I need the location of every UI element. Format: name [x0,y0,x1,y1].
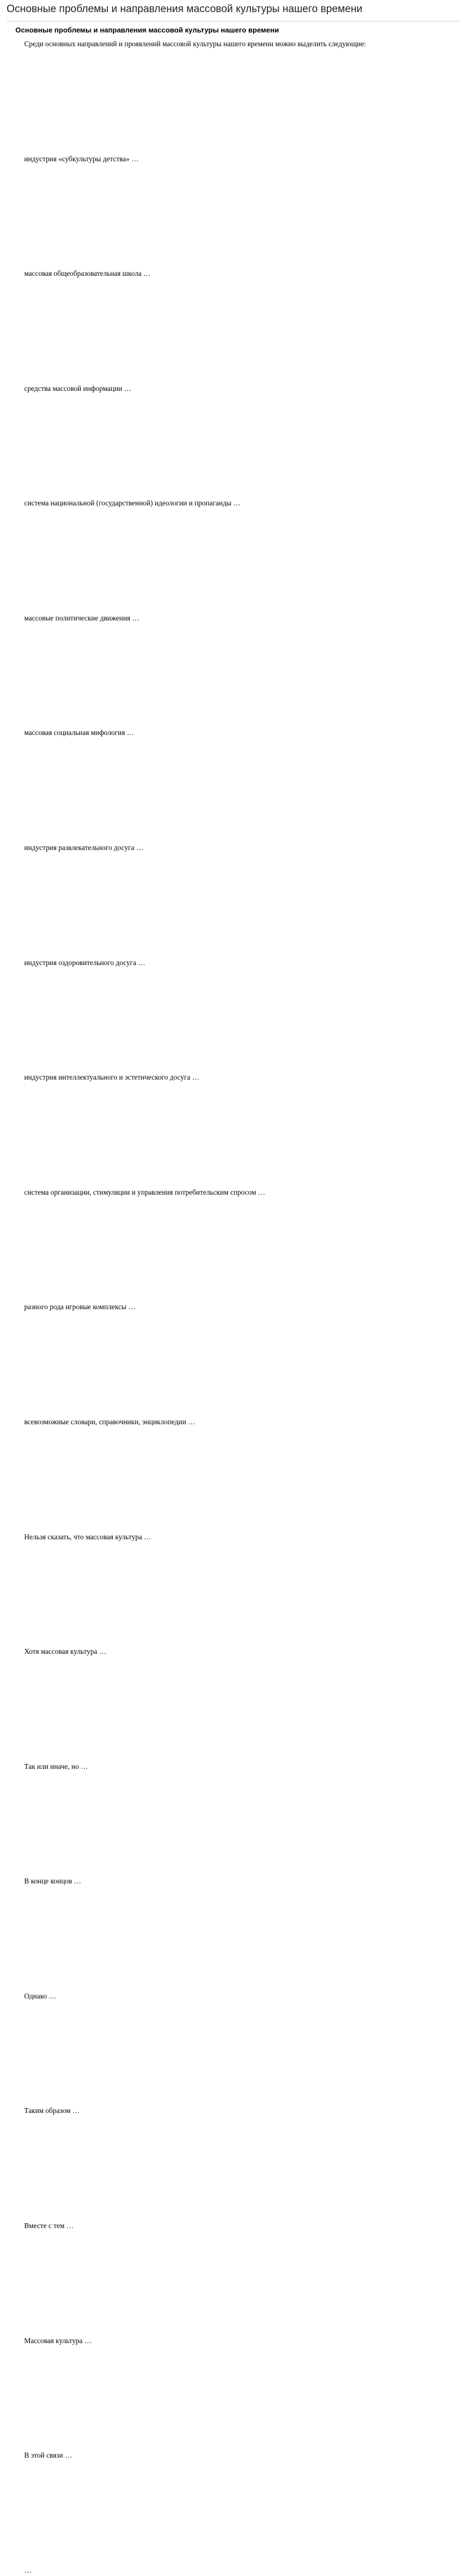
paragraph: Среди основных направлений и проявлений массовой культуры нашего времени можно выделить следующие: [24,40,366,48]
subtitle: Основные проблемы и направления массовой культуры нашего времени [15,26,279,34]
paragraph: индустрия «субкультуры детства» … [24,154,139,163]
paragraph: Вместе с тем … [24,2221,74,2230]
paragraph: Нельзя сказать, что массовая культура … [24,1532,151,1541]
paragraph: система организации, стимуляции и управления потребительским спросом … [24,1188,265,1196]
paragraph: индустрия оздоровительного досуга … [24,958,146,967]
paragraph: В этой связи … [24,2451,73,2460]
article-body [7,39,459,2576]
paragraph: разного рода игровые комплексы … [24,1303,136,1311]
paragraph: Однако … [24,1991,56,2000]
paragraph: В конце концов … [24,1877,81,1886]
paragraph: Массовая культура … [24,2336,92,2345]
paragraph: индустрия интеллектуального и эстетического досуга … [24,1073,200,1082]
paragraph: Так или иначе, но … [24,1762,88,1771]
paragraph: всевозможные словари, справочники, энциклопедии … [24,1417,195,1426]
page-title: Основные проблемы и направления массовой культуры нашего времени [7,3,363,15]
paragraph: массовая социальная мифология … [24,728,134,737]
paragraph: массовая общеобразовательная школа … [24,269,151,278]
paragraph: система национальной (государственной) идеологии и пропаганды … [24,499,241,508]
paragraph: средства массовой информации … [24,384,131,393]
paragraph: Хотя массовая культура … [24,1647,107,1656]
paragraph: массовые политические движения … [24,613,140,622]
paragraph: … [24,2566,32,2574]
paragraph: индустрия развлекательного досуга … [24,843,144,852]
paragraph: Таким образом … [24,2106,80,2115]
